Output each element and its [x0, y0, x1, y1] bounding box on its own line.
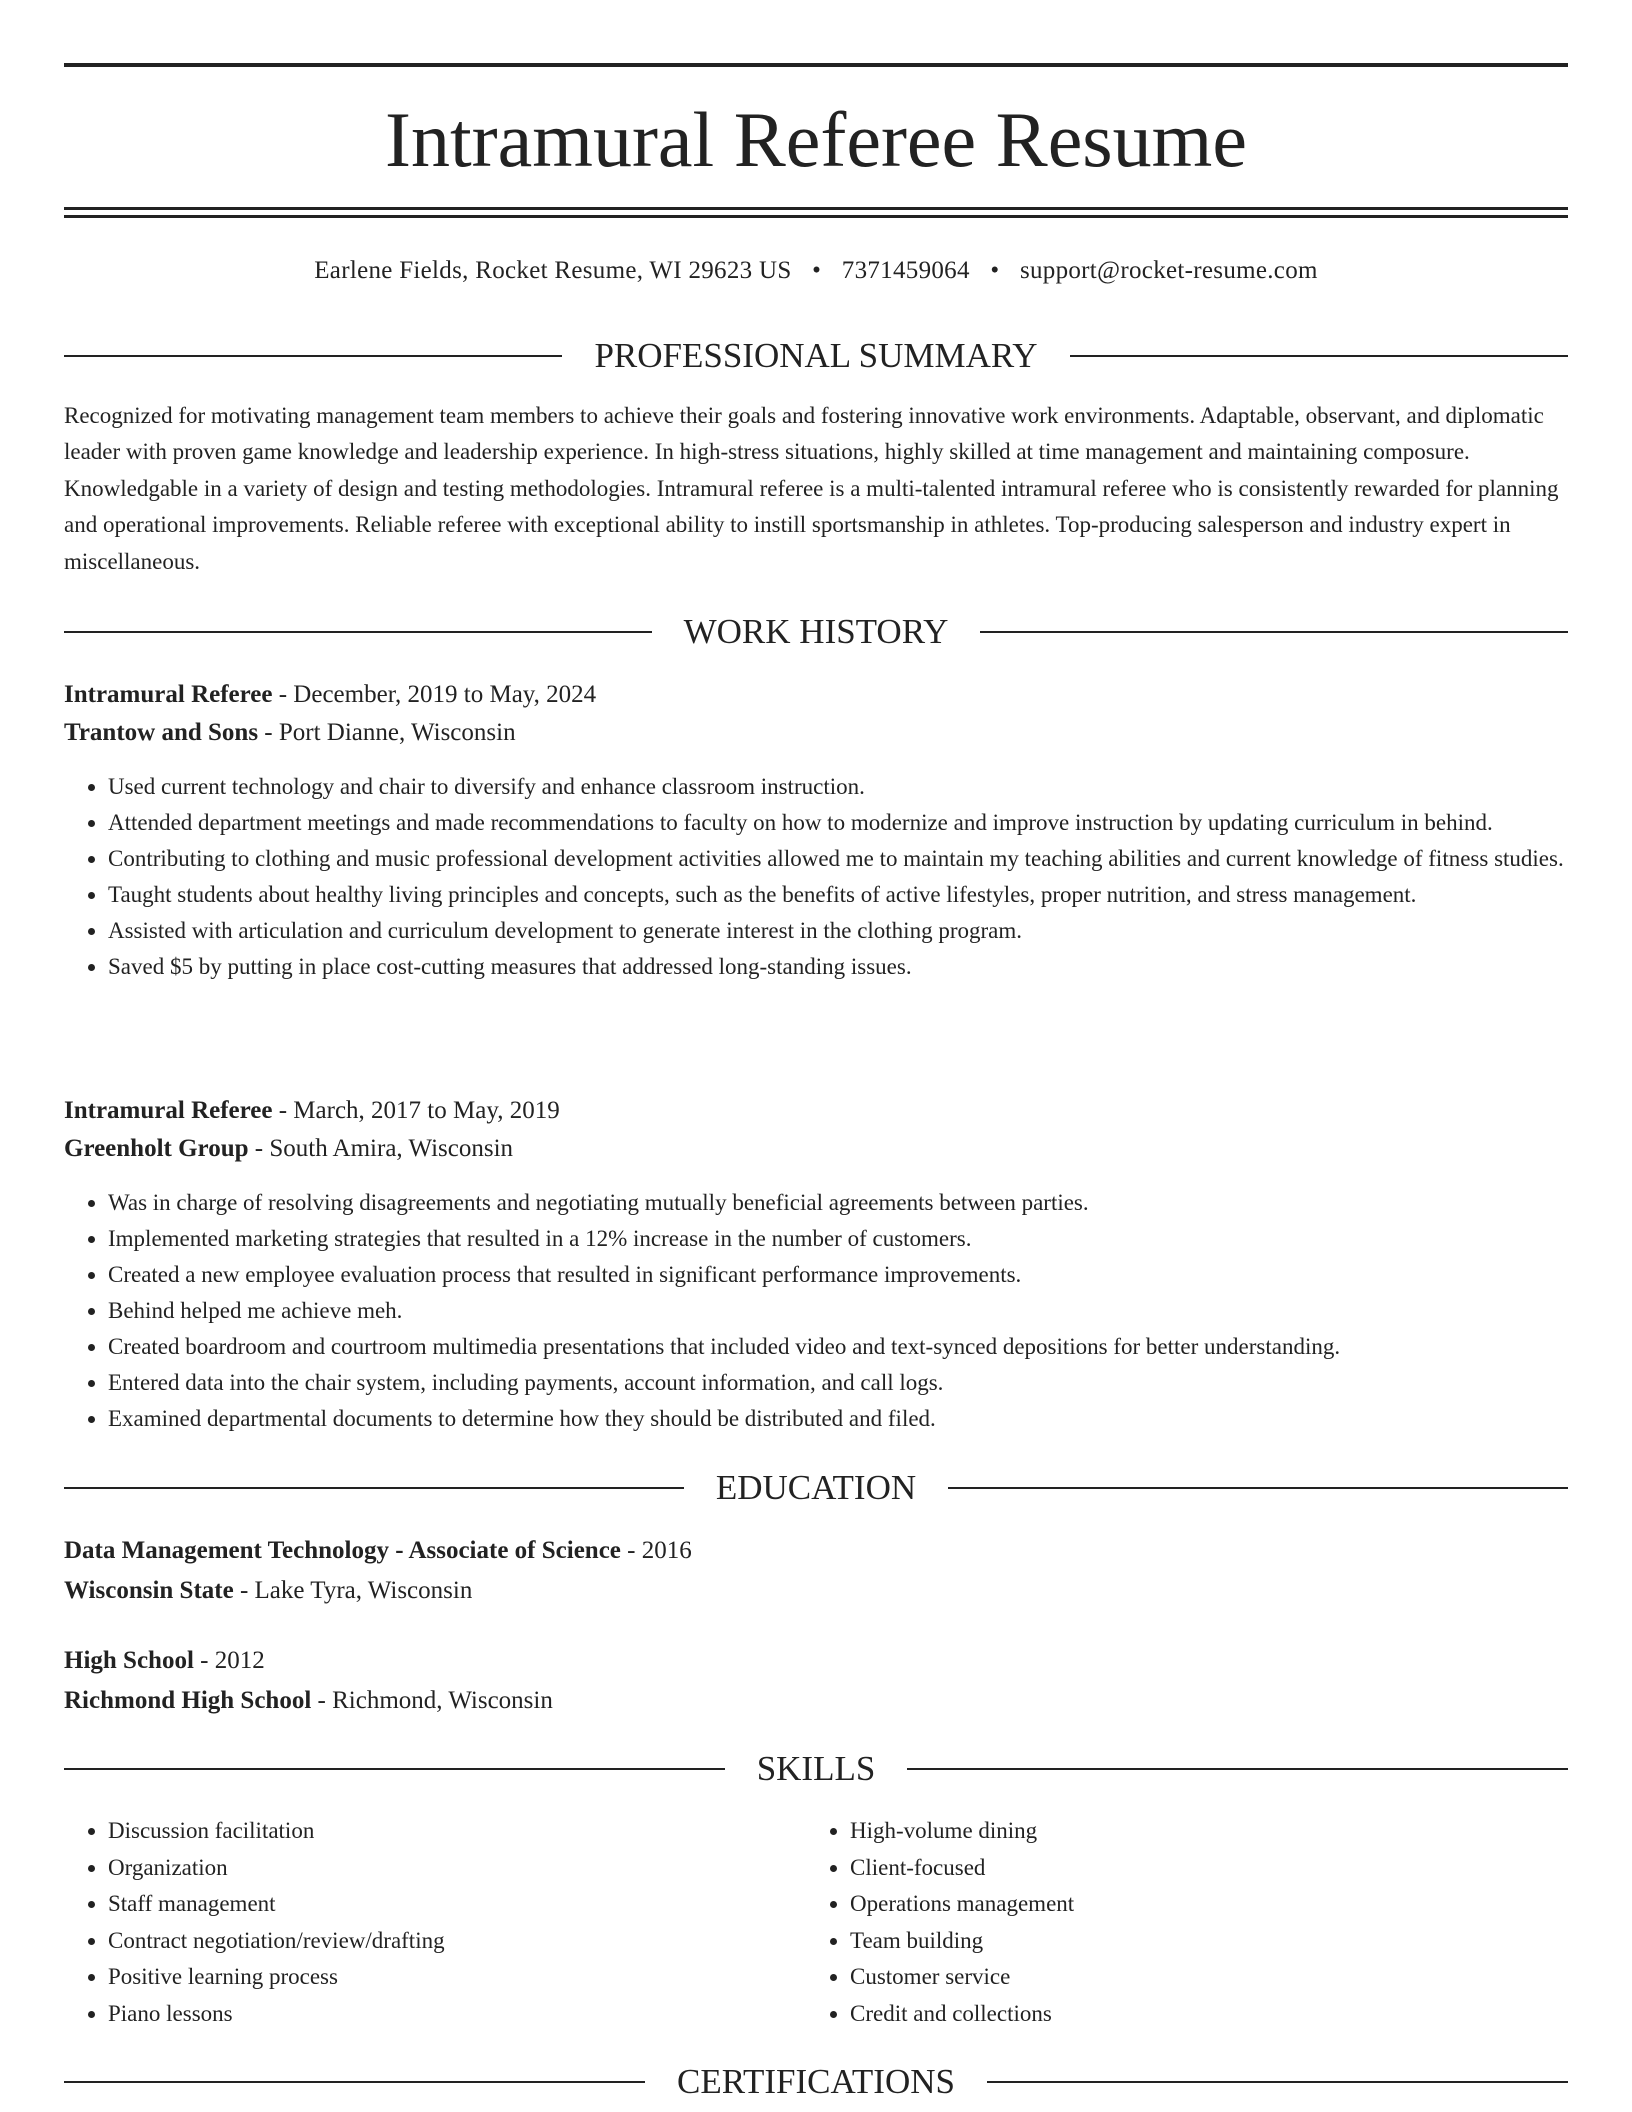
education-degree-line — [64, 1533, 1568, 1569]
education-location: - Lake Tyra, Wisconsin — [233, 1577, 473, 1604]
list-item: • Examined departmental documents to determine how they should be distributed and filed. — [108, 1401, 1568, 1437]
contact-separator: • — [990, 257, 1000, 284]
list-item: • Used current technology and chair to diversify and enhance classroom instruction. — [108, 769, 1568, 805]
section-title: EDUCATION — [715, 1468, 917, 1507]
heading-rule — [948, 1487, 1568, 1489]
job-location: - Port Dianne, Wisconsin — [258, 719, 516, 746]
education-year: - 2012 — [193, 1647, 265, 1674]
heading-rule — [980, 631, 1568, 633]
list-item: • Attended department meetings and made recommendations to faculty on how to modernize and improve instruction by updating curriculum in behind. — [108, 805, 1568, 841]
section-heading-education — [64, 1468, 1568, 1508]
contact-phone: 7371459064 — [841, 257, 970, 284]
list-item: • Contributing to clothing and music professional development activities allowed me to maintain my teaching abilities and current knowledge of fitness studies. — [108, 841, 1568, 877]
section-heading-summary — [64, 336, 1568, 376]
skill-item: • Team building — [850, 1923, 1550, 1960]
heading-rule — [64, 631, 652, 633]
top-rule — [64, 63, 1568, 67]
skills-list-right — [806, 1813, 1550, 2033]
education-location: - Richmond, Wisconsin — [311, 1687, 553, 1714]
skills-list-left — [64, 1813, 808, 2033]
skill-item: • Credit and collections — [850, 1996, 1550, 2033]
job-location: - South Amira, Wisconsin — [248, 1135, 514, 1162]
list-item: • Behind helped me achieve meh. — [108, 1293, 1568, 1329]
section-title: CERTIFICATIONS — [677, 2062, 955, 2101]
skill-item: • Organization — [108, 1850, 808, 1887]
contact-email: support@rocket-resume.com — [1019, 257, 1318, 284]
skill-item: • Contract negotiation/review/drafting — [108, 1923, 808, 1960]
education-degree: Data Management Technology - Associate of Science — [64, 1537, 621, 1564]
list-item: • Implemented marketing strategies that resulted in a 12% increase in the number of customers. — [108, 1221, 1568, 1257]
job-company-line — [64, 1131, 1568, 1167]
skill-item: • Client-focused — [850, 1850, 1550, 1887]
list-item: • Assisted with articulation and curriculum development to generate interest in the clothing program. — [108, 913, 1568, 949]
skill-item: • Staff management — [108, 1886, 808, 1923]
summary-text: Recognized for motivating management team members to achieve their goals and fostering innovative work environments. Adaptable, observant, and diplomatic leader with proven game knowledge and leadership experience. In high-stress situations, highly skilled at time management and maintaining composure. Knowledgable in a variety of design and testing methodologies. Intramural referee is a multi-talented intramural referee who is consistently rewarded for planning and operational improvements. Reliable referee with exceptional ability to instill sportsmanship in athletes. Top-producing salesperson and industry expert in miscellaneous. — [64, 403, 1559, 574]
job-company-line — [64, 715, 1568, 751]
job-dates: - December, 2019 to May, 2024 — [272, 681, 597, 708]
heading-rule — [64, 2081, 645, 2083]
job-company: Greenholt Group — [64, 1135, 249, 1162]
job-title: Intramural Referee — [64, 1097, 273, 1124]
contact-address: Earlene Fields, Rocket Resume, WI 29623 US — [314, 257, 792, 284]
heading-rule — [64, 1487, 684, 1489]
job-bullets — [64, 1185, 1568, 1437]
heading-rule — [64, 1768, 725, 1770]
education-degree: High School — [64, 1647, 194, 1674]
education-school-line — [64, 1573, 1568, 1609]
section-heading-skills — [64, 1749, 1568, 1789]
skill-item: • Operations management — [850, 1886, 1550, 1923]
skill-item: • Piano lessons — [108, 1996, 808, 2033]
list-item: • Entered data into the chair system, including payments, account information, and call logs. — [108, 1365, 1568, 1401]
heading-rule — [987, 2081, 1568, 2083]
job-dates: - March, 2017 to May, 2019 — [272, 1097, 560, 1124]
section-heading-certifications — [64, 2062, 1568, 2102]
skill-item: • Positive learning process — [108, 1959, 808, 1996]
title-double-rule — [64, 207, 1568, 218]
skill-item: • High-volume dining — [850, 1813, 1550, 1850]
education-school: Richmond High School — [64, 1687, 312, 1714]
section-heading-work-history — [64, 612, 1568, 652]
contact-separator: • — [812, 257, 822, 284]
section-title: SKILLS — [756, 1749, 876, 1788]
skill-item: • Discussion facilitation — [108, 1813, 808, 1850]
heading-rule — [907, 1768, 1568, 1770]
job-title: Intramural Referee — [64, 681, 273, 708]
resume-title: Intramural Referee Resume — [385, 96, 1247, 183]
section-title: PROFESSIONAL SUMMARY — [594, 336, 1038, 375]
education-degree-line — [64, 1643, 1568, 1679]
education-school-line — [64, 1683, 1568, 1719]
job-company: Trantow and Sons — [64, 719, 259, 746]
list-item: • Was in charge of resolving disagreements and negotiating mutually beneficial agreements between parties. — [108, 1185, 1568, 1221]
contact-line — [64, 254, 1568, 288]
skill-item: • Customer service — [850, 1959, 1550, 1996]
list-item: • Saved $5 by putting in place cost-cutting measures that addressed long-standing issues. — [108, 949, 1568, 985]
list-item: • Taught students about healthy living principles and concepts, such as the benefits of active lifestyles, proper nutrition, and stress management. — [108, 877, 1568, 913]
education-year: - 2016 — [620, 1537, 692, 1564]
education-school: Wisconsin State — [64, 1577, 234, 1604]
job-title-line — [64, 677, 1568, 713]
heading-rule — [1070, 355, 1568, 357]
list-item: • Created boardroom and courtroom multimedia presentations that included video and text-synced depositions for better understanding. — [108, 1329, 1568, 1365]
section-title: WORK HISTORY — [683, 612, 949, 651]
list-item: • Created a new employee evaluation process that resulted in significant performance improvements. — [108, 1257, 1568, 1293]
heading-rule — [64, 355, 562, 357]
job-title-line — [64, 1093, 1568, 1129]
job-bullets — [64, 769, 1568, 985]
